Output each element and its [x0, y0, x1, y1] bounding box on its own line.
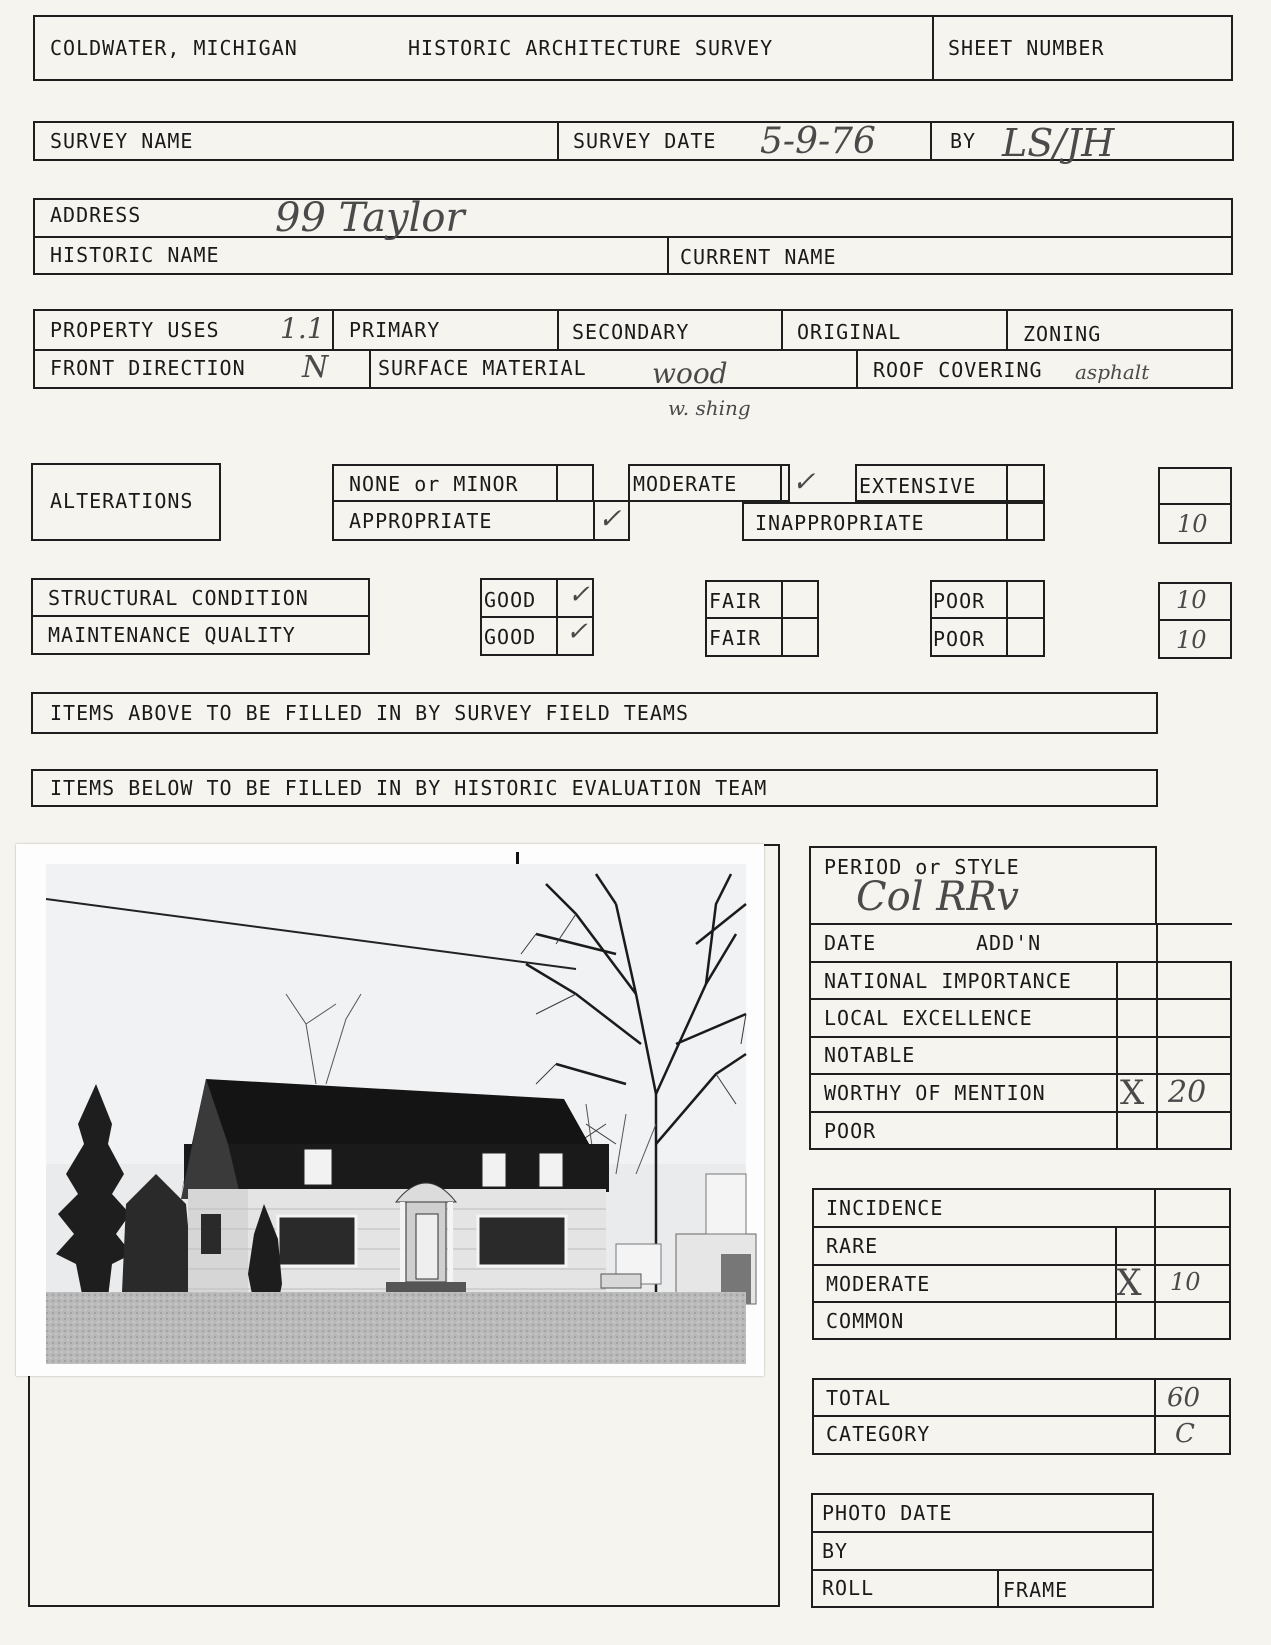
frame-label: FRAME: [1003, 1578, 1069, 1602]
surface-material-label: SURFACE MATERIAL: [378, 356, 587, 380]
alterations-score: 10: [1177, 510, 1208, 538]
surface-material-value: wood: [652, 357, 728, 390]
front-direction-label: FRONT DIRECTION: [50, 356, 246, 380]
incidence-moderate-score: 10: [1170, 1268, 1201, 1296]
alterations-inappropriate-label: INAPPROPRIATE: [755, 511, 925, 535]
front-direction-value: N: [302, 350, 329, 385]
maintenance-good-label: GOOD: [484, 625, 537, 649]
survey-date-label: SURVEY DATE: [573, 129, 717, 153]
alterations-moderate-mark: ✓: [792, 465, 816, 498]
roll-label: ROLL: [822, 1576, 875, 1600]
survey-date-value: 5-9-76: [760, 121, 876, 162]
worthy-of-mention-label: WORTHY OF MENTION: [824, 1081, 1046, 1105]
roof-covering-label: ROOF COVERING: [873, 358, 1043, 382]
maintenance-poor-label: POOR: [933, 627, 986, 651]
alterations-moderate-label: MODERATE: [633, 472, 738, 496]
property-uses-label: PROPERTY USES: [50, 318, 220, 342]
worthy-score: 20: [1168, 1075, 1207, 1110]
photo-date-label: PHOTO DATE: [822, 1501, 953, 1525]
total-value: 60: [1167, 1383, 1201, 1413]
zoning-label: ZONING: [1023, 322, 1102, 346]
maintenance-good-mark: ✓: [566, 617, 588, 647]
incidence-moderate-mark: X: [1116, 1263, 1142, 1304]
incidence-moderate-label: MODERATE: [826, 1272, 931, 1296]
period-label: PERIOD or STYLE: [824, 855, 1020, 879]
structural-score: 10: [1176, 586, 1207, 614]
alterations-extensive-label: EXTENSIVE: [859, 474, 977, 498]
alterations-none-label: NONE or MINOR: [349, 472, 519, 496]
survey-by-label: BY: [950, 129, 977, 153]
eval-addn-label: ADD'N: [976, 931, 1042, 955]
secondary-label: SECONDARY: [572, 320, 690, 344]
notable-label: NOTABLE: [824, 1043, 916, 1067]
rare-label: RARE: [826, 1234, 879, 1258]
notes-above-text: ITEMS ABOVE TO BE FILLED IN BY SURVEY FIELD TEAMS: [50, 701, 690, 725]
maintenance-quality-label: MAINTENANCE QUALITY: [48, 623, 296, 647]
surface-material-note: w. shing: [668, 396, 751, 420]
address-value: 99 Taylor: [275, 195, 465, 241]
local-excellence-label: LOCAL EXCELLENCE: [824, 1006, 1033, 1030]
structural-condition-label: STRUCTURAL CONDITION: [48, 586, 309, 610]
common-label: COMMON: [826, 1309, 905, 1333]
house-photo-image: [16, 844, 764, 1376]
historic-name-label: HISTORIC NAME: [50, 243, 220, 267]
sheet-number-label: SHEET NUMBER: [948, 36, 1105, 60]
original-label: ORIGINAL: [797, 320, 902, 344]
alterations-appropriate-mark: ✓: [598, 502, 622, 535]
maintenance-score: 10: [1176, 626, 1207, 654]
photo-by-label: BY: [822, 1539, 849, 1563]
incidence-label: INCIDENCE: [826, 1196, 944, 1220]
survey-by-value: LS/JH: [1002, 121, 1115, 165]
current-name-label: CURRENT NAME: [680, 245, 837, 269]
survey-name-label: SURVEY NAME: [50, 129, 194, 153]
header-survey-title: HISTORIC ARCHITECTURE SURVEY: [408, 36, 774, 60]
house-photograph: [16, 844, 764, 1376]
period-value: Col RRv: [856, 874, 1020, 920]
address-label: ADDRESS: [50, 203, 142, 227]
alterations-label: ALTERATIONS: [50, 489, 194, 513]
maintenance-fair-label: FAIR: [709, 626, 762, 650]
worthy-mark: X: [1120, 1073, 1145, 1113]
category-label: CATEGORY: [826, 1422, 931, 1446]
header-city: COLDWATER, MICHIGAN: [50, 36, 298, 60]
category-value: C: [1175, 1419, 1195, 1449]
total-label: TOTAL: [826, 1386, 892, 1410]
alterations-appropriate-label: APPROPRIATE: [349, 509, 493, 533]
eval-date-label: DATE: [824, 931, 877, 955]
structural-good-label: GOOD: [484, 588, 537, 612]
property-uses-value: 1.1: [280, 312, 325, 345]
primary-label: PRIMARY: [349, 318, 441, 342]
eval-poor-label: POOR: [824, 1119, 877, 1143]
structural-poor-label: POOR: [933, 589, 986, 613]
structural-fair-label: FAIR: [709, 589, 762, 613]
notes-below-text: ITEMS BELOW TO BE FILLED IN BY HISTORIC EVALUATION TEAM: [50, 776, 768, 800]
structural-good-mark: ✓: [568, 580, 590, 610]
national-importance-label: NATIONAL IMPORTANCE: [824, 969, 1072, 993]
roof-covering-value: asphalt: [1075, 360, 1150, 384]
